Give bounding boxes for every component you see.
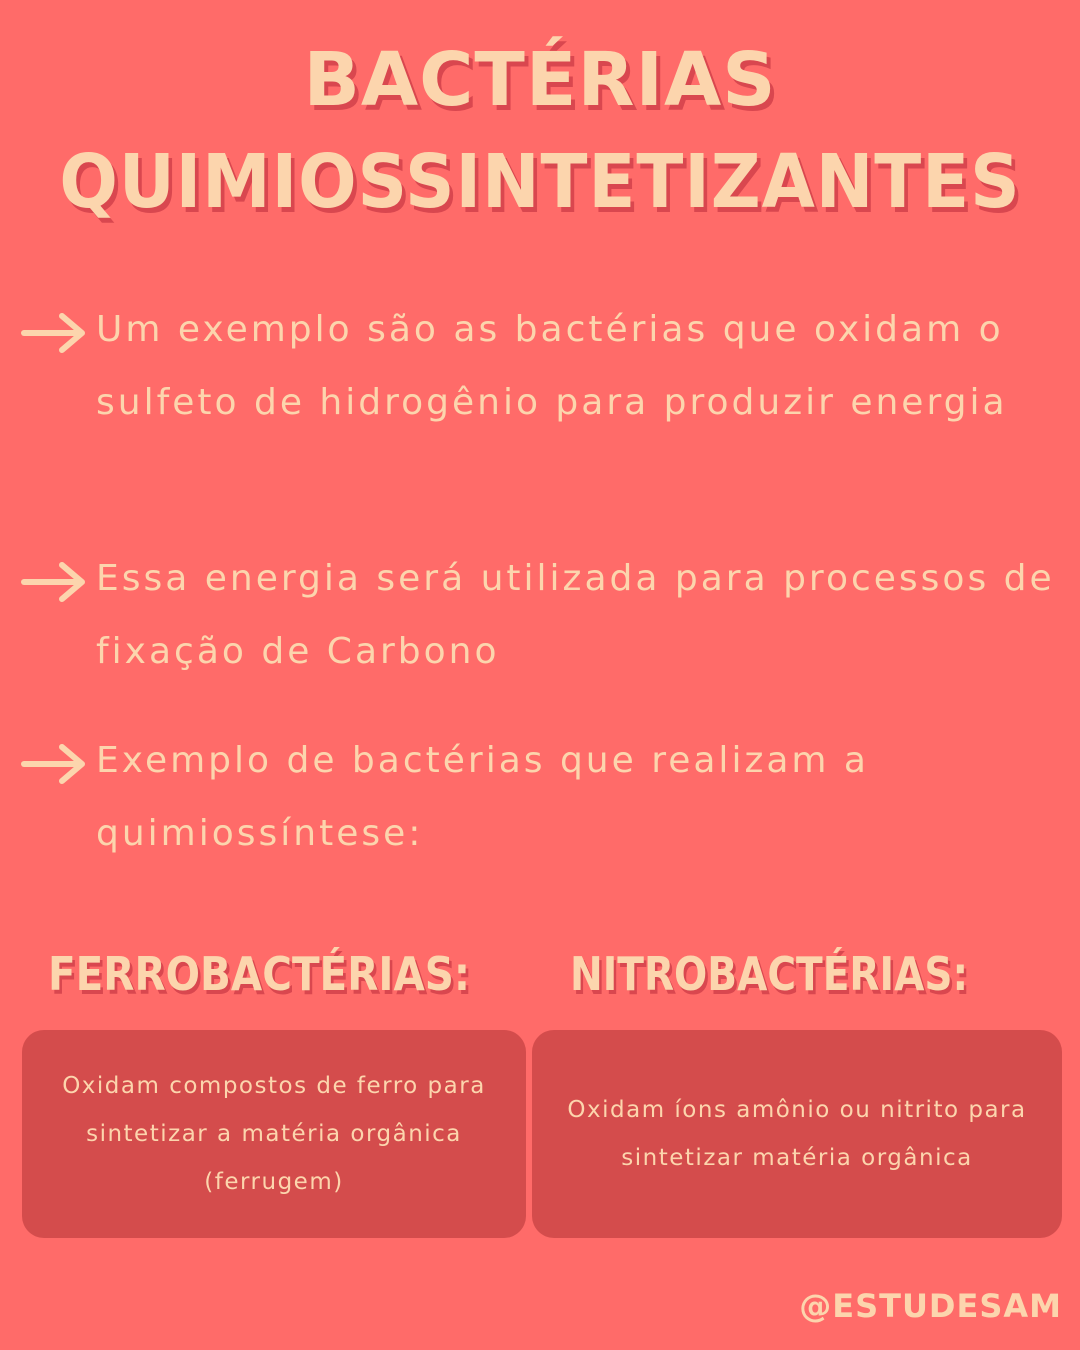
title-line-2: QUIMIOSSINTETIZANTES [59, 139, 1021, 225]
ferrobacterias-description: Oxidam compostos de ferro para sintetizar a matéria orgânica (ferrugem) [62, 1073, 486, 1195]
bullet-text-2: Essa energia será utilizada para processos de fixação de Carbono [96, 558, 1055, 672]
bullet-text-1: Um exemplo são as bactérias que oxidam o sulfeto de hidrogênio para produzir energia [96, 309, 1008, 423]
arrow-right-icon [20, 560, 88, 604]
title-line-1: BACTÉRIAS [303, 37, 777, 123]
ferrobacterias-card [22, 1030, 526, 1238]
ferrobacterias-heading: FERROBACTÉRIAS: [48, 947, 471, 1001]
arrow-right-icon [20, 311, 88, 355]
nitrobacterias-heading: NITROBACTÉRIAS: [570, 947, 969, 1001]
author-handle: @ESTUDESAM [799, 1287, 1062, 1325]
nitrobacterias-card [532, 1030, 1062, 1238]
nitrobacterias-description: Oxidam íons amônio ou nitrito para sintetizar matéria orgânica [567, 1097, 1027, 1171]
bullet-text-3: Exemplo de bactérias que realizam a quimiossíntese: [96, 740, 869, 854]
arrow-right-icon [20, 742, 88, 786]
